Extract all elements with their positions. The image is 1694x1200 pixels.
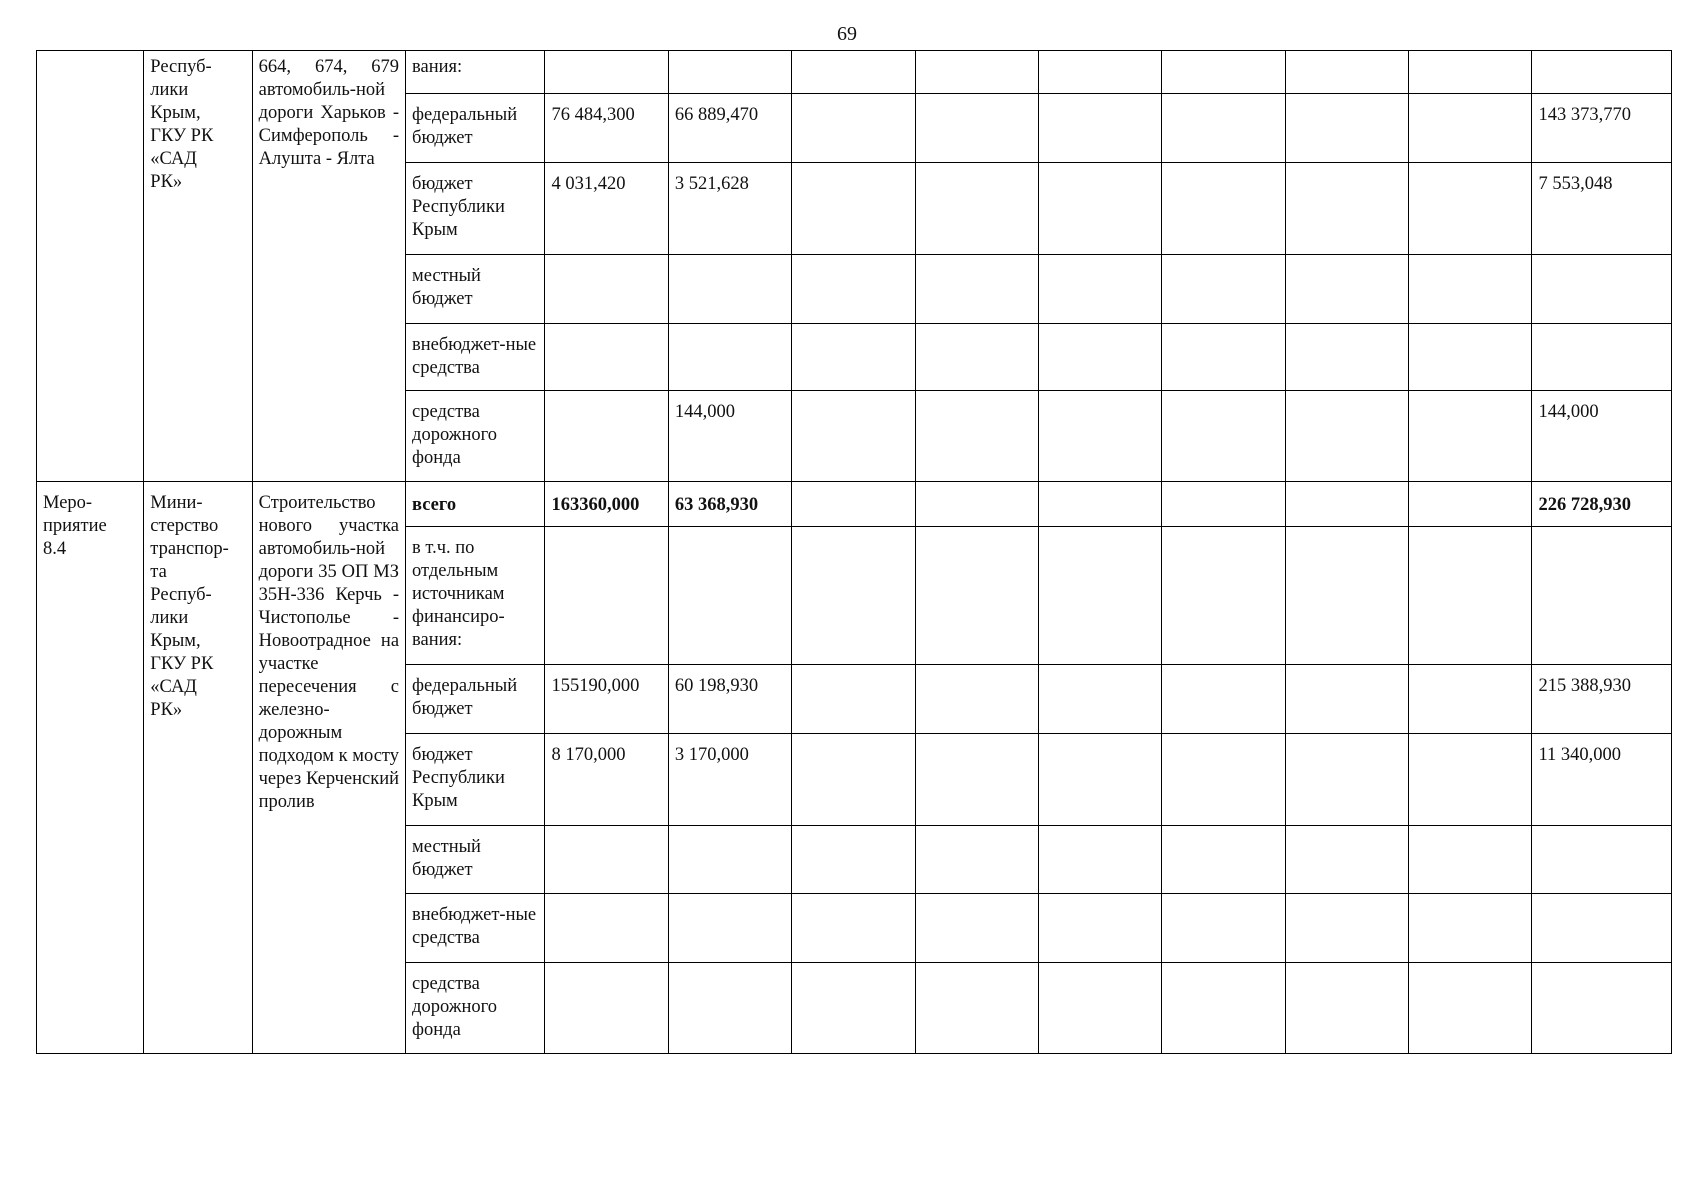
funding-source-cell: всего [406, 482, 545, 527]
empty-amount-cell [915, 527, 1038, 665]
amount-cell: 63 368,930 [668, 482, 791, 527]
empty-amount-cell [1038, 733, 1161, 825]
empty-amount-cell [1285, 482, 1408, 527]
amount-cell [545, 894, 668, 963]
amount-cell [668, 255, 791, 324]
amount-cell [545, 527, 668, 665]
measure-8-4-description-cell: Строительство нового участка автомобиль-ной дороги 35 ОП МЗ 35Н-336 Керчь - Чистополье - Новоотрадное на участке пересечения с железно-дорожным подходом к мосту через Керченский пролив [252, 482, 405, 1054]
table-row [37, 482, 1672, 527]
empty-amount-cell [1038, 391, 1161, 482]
empty-amount-cell [1285, 665, 1408, 734]
table-row [37, 51, 1672, 94]
empty-amount-cell [1038, 255, 1161, 324]
empty-amount-cell [1162, 733, 1285, 825]
total-cell [1532, 255, 1672, 324]
table-body [37, 51, 1672, 1054]
total-cell: 7 553,048 [1532, 163, 1672, 255]
funding-source-cell: вания: [406, 51, 545, 94]
empty-amount-cell [1162, 323, 1285, 390]
empty-amount-cell [1409, 482, 1532, 527]
amount-cell: 155190,000 [545, 665, 668, 734]
amount-cell [668, 962, 791, 1053]
amount-cell [668, 527, 791, 665]
empty-amount-cell [1285, 93, 1408, 163]
empty-amount-cell [915, 255, 1038, 324]
empty-amount-cell [792, 255, 915, 324]
total-cell [1532, 51, 1672, 94]
empty-amount-cell [1409, 163, 1532, 255]
empty-amount-cell [915, 665, 1038, 734]
prev-block-description-cell: 664, 674, 679 автомобиль-ной дороги Харьков - Симферополь - Алушта - Ялта [252, 51, 405, 482]
empty-amount-cell [1038, 93, 1161, 163]
funding-source-cell: средства дорожного фонда [406, 962, 545, 1053]
total-cell: 215 388,930 [1532, 665, 1672, 734]
empty-amount-cell [1285, 323, 1408, 390]
page-number: 69 [837, 23, 857, 45]
empty-amount-cell [1162, 391, 1285, 482]
total-cell: 11 340,000 [1532, 733, 1672, 825]
empty-amount-cell [1285, 163, 1408, 255]
empty-amount-cell [792, 391, 915, 482]
funding-source-cell: местный бюджет [406, 255, 545, 324]
empty-amount-cell [792, 962, 915, 1053]
empty-amount-cell [1038, 894, 1161, 963]
prev-block-measure-cell [37, 51, 144, 482]
empty-amount-cell [1162, 894, 1285, 963]
empty-amount-cell [1038, 665, 1161, 734]
empty-amount-cell [1409, 527, 1532, 665]
amount-cell [668, 894, 791, 963]
empty-amount-cell [1285, 894, 1408, 963]
measure-8-4-executor-cell: Мини- стерство транспор- та Респуб- лики Крым, ГКУ РК «САД РК» [144, 482, 252, 1054]
empty-amount-cell [915, 825, 1038, 894]
funding-source-cell: в т.ч. по отдельным источникам финансиро-вания: [406, 527, 545, 665]
total-cell [1532, 323, 1672, 390]
total-cell [1532, 962, 1672, 1053]
empty-amount-cell [1409, 93, 1532, 163]
empty-amount-cell [1162, 962, 1285, 1053]
empty-amount-cell [792, 51, 915, 94]
empty-amount-cell [1162, 255, 1285, 324]
empty-amount-cell [1038, 825, 1161, 894]
funding-source-cell: бюджет Республики Крым [406, 163, 545, 255]
empty-amount-cell [1285, 527, 1408, 665]
funding-source-cell: федеральный бюджет [406, 665, 545, 734]
empty-amount-cell [1409, 323, 1532, 390]
empty-amount-cell [792, 733, 915, 825]
amount-cell: 3 170,000 [668, 733, 791, 825]
amount-cell [668, 323, 791, 390]
empty-amount-cell [1409, 255, 1532, 324]
empty-amount-cell [1285, 255, 1408, 324]
empty-amount-cell [1285, 733, 1408, 825]
total-cell [1532, 825, 1672, 894]
amount-cell [545, 391, 668, 482]
amount-cell [545, 51, 668, 94]
empty-amount-cell [1409, 733, 1532, 825]
total-cell [1532, 527, 1672, 665]
empty-amount-cell [915, 391, 1038, 482]
prev-block-executor-cell: Респуб- лики Крым, ГКУ РК «САД РК» [144, 51, 252, 482]
empty-amount-cell [1038, 962, 1161, 1053]
funding-table [36, 50, 1672, 1054]
empty-amount-cell [1409, 894, 1532, 963]
empty-amount-cell [1162, 51, 1285, 94]
empty-amount-cell [915, 93, 1038, 163]
amount-cell: 60 198,930 [668, 665, 791, 734]
amount-cell: 144,000 [668, 391, 791, 482]
empty-amount-cell [1038, 527, 1161, 665]
empty-amount-cell [1162, 163, 1285, 255]
empty-amount-cell [915, 51, 1038, 94]
amount-cell: 8 170,000 [545, 733, 668, 825]
funding-source-cell: средства дорожного фонда [406, 391, 545, 482]
empty-amount-cell [1285, 391, 1408, 482]
total-cell: 226 728,930 [1532, 482, 1672, 527]
amount-cell: 76 484,300 [545, 93, 668, 163]
empty-amount-cell [1162, 482, 1285, 527]
total-cell: 144,000 [1532, 391, 1672, 482]
empty-amount-cell [1409, 391, 1532, 482]
empty-amount-cell [792, 323, 915, 390]
empty-amount-cell [792, 527, 915, 665]
empty-amount-cell [792, 93, 915, 163]
amount-cell [545, 255, 668, 324]
empty-amount-cell [915, 482, 1038, 527]
empty-amount-cell [1162, 665, 1285, 734]
empty-amount-cell [1285, 825, 1408, 894]
empty-amount-cell [1038, 482, 1161, 527]
amount-cell: 163360,000 [545, 482, 668, 527]
empty-amount-cell [1409, 825, 1532, 894]
amount-cell: 4 031,420 [545, 163, 668, 255]
empty-amount-cell [1409, 962, 1532, 1053]
amount-cell [668, 51, 791, 94]
empty-amount-cell [915, 733, 1038, 825]
empty-amount-cell [1038, 323, 1161, 390]
empty-amount-cell [1285, 962, 1408, 1053]
empty-amount-cell [915, 323, 1038, 390]
funding-source-cell: местный бюджет [406, 825, 545, 894]
empty-amount-cell [915, 163, 1038, 255]
empty-amount-cell [792, 665, 915, 734]
empty-amount-cell [915, 962, 1038, 1053]
empty-amount-cell [792, 163, 915, 255]
funding-source-cell: бюджет Республики Крым [406, 733, 545, 825]
empty-amount-cell [1162, 825, 1285, 894]
empty-amount-cell [1038, 163, 1161, 255]
funding-source-cell: федеральный бюджет [406, 93, 545, 163]
empty-amount-cell [915, 894, 1038, 963]
funding-source-cell: внебюджет-ные средства [406, 894, 545, 963]
empty-amount-cell [1038, 51, 1161, 94]
funding-source-cell: внебюджет-ные средства [406, 323, 545, 390]
amount-cell [668, 825, 791, 894]
empty-amount-cell [1285, 51, 1408, 94]
empty-amount-cell [792, 482, 915, 527]
empty-amount-cell [1409, 51, 1532, 94]
empty-amount-cell [1409, 665, 1532, 734]
amount-cell [545, 962, 668, 1053]
amount-cell [545, 825, 668, 894]
empty-amount-cell [792, 825, 915, 894]
empty-amount-cell [1162, 527, 1285, 665]
amount-cell [545, 323, 668, 390]
measure-8-4-measure-cell: Меро- приятие 8.4 [37, 482, 144, 1054]
empty-amount-cell [792, 894, 915, 963]
total-cell: 143 373,770 [1532, 93, 1672, 163]
amount-cell: 66 889,470 [668, 93, 791, 163]
empty-amount-cell [1162, 93, 1285, 163]
amount-cell: 3 521,628 [668, 163, 791, 255]
total-cell [1532, 894, 1672, 963]
